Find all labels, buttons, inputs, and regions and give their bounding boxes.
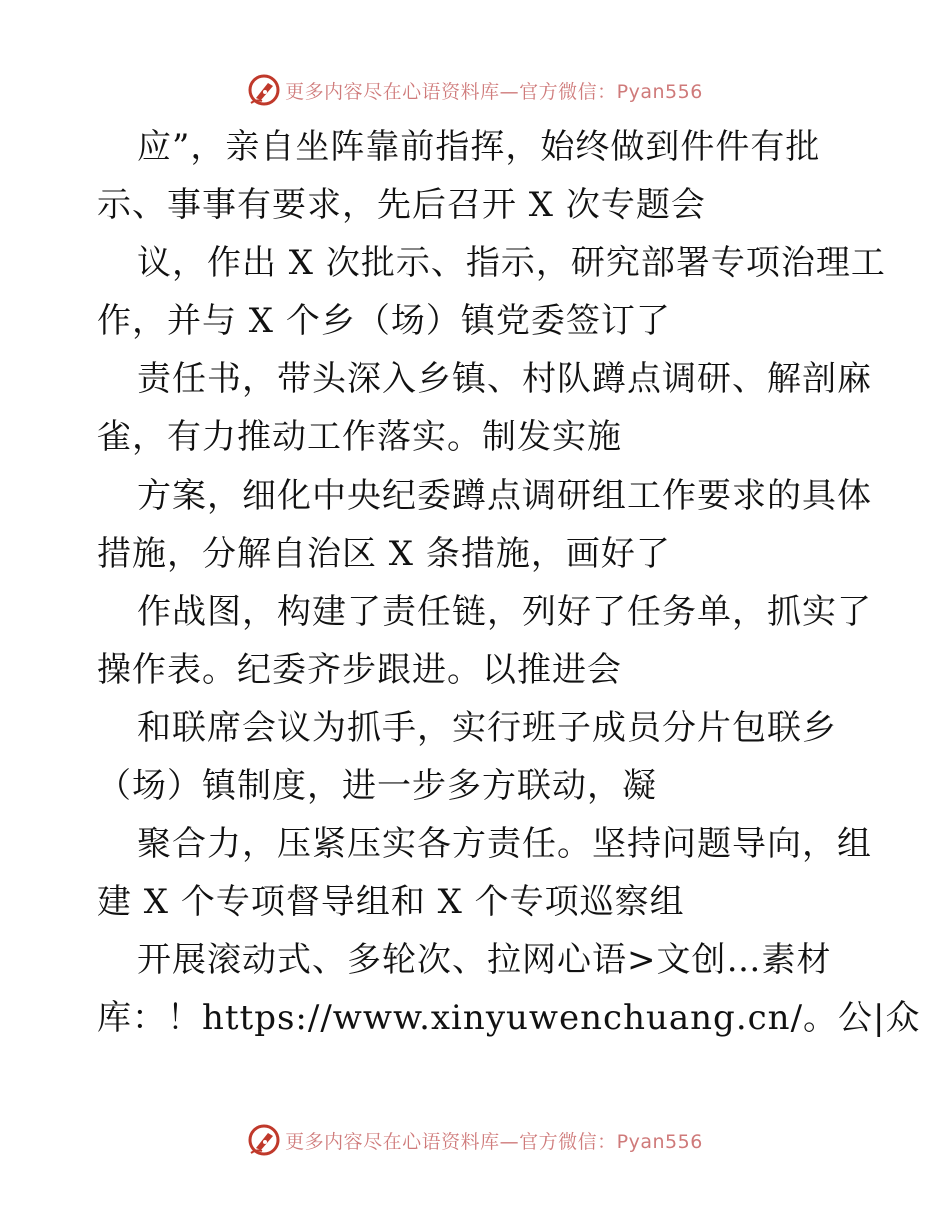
text-line: 作战图，构建了责任链，列好了任务单，抓实了 [137, 591, 872, 632]
document-body [97, 118, 921, 1048]
text-line: （场）镇制度，进一步多方联动，凝 [97, 766, 657, 807]
text-line: 建 X 个专项督导组和 X 个专项巡察组 [97, 882, 685, 923]
text-line: 措施，分解自治区 X 条措施，画好了 [97, 533, 671, 574]
text-line: 和联席会议为抓手，实行班子成员分片包联乡 [137, 707, 837, 748]
text-line: 示、事事有要求，先后召开 X 次专题会 [97, 185, 706, 226]
text-line: 雀，有力推动工作落实。制发实施 [97, 417, 622, 458]
header-banner [0, 70, 950, 110]
text-line: 议，作出 X 次批示、指示，研究部署专项治理工 [137, 243, 886, 284]
footer-banner-text: 更多内容尽在心语资料库—官方微信：Pyan556 [285, 1130, 703, 1153]
text-line: 库：！https://www.xinyuwenchuang.cn/。公|众 [97, 998, 921, 1039]
text-line: 开展滚动式、多轮次、拉网心语>文创…素材 [137, 940, 832, 981]
footer-banner [0, 1120, 950, 1160]
pen-nib-logo-icon [247, 73, 281, 107]
pen-nib-logo-icon [247, 1123, 281, 1157]
text-line: 应”，亲自坐阵靠前指挥，始终做到件件有批 [137, 127, 821, 167]
header-banner-text: 更多内容尽在心语资料库—官方微信：Pyan556 [285, 80, 703, 103]
text-line: 方案，细化中央纪委蹲点调研组工作要求的具体 [137, 475, 872, 516]
text-line: 操作表。纪委齐步跟进。以推进会 [97, 649, 622, 690]
text-line: 责任书，带头深入乡镇、村队蹲点调研、解剖麻 [137, 359, 872, 400]
text-line: 作，并与 X 个乡（场）镇党委签订了 [97, 301, 671, 342]
text-line: 聚合力，压紧压实各方责任。坚持问题导向，组 [137, 824, 872, 865]
